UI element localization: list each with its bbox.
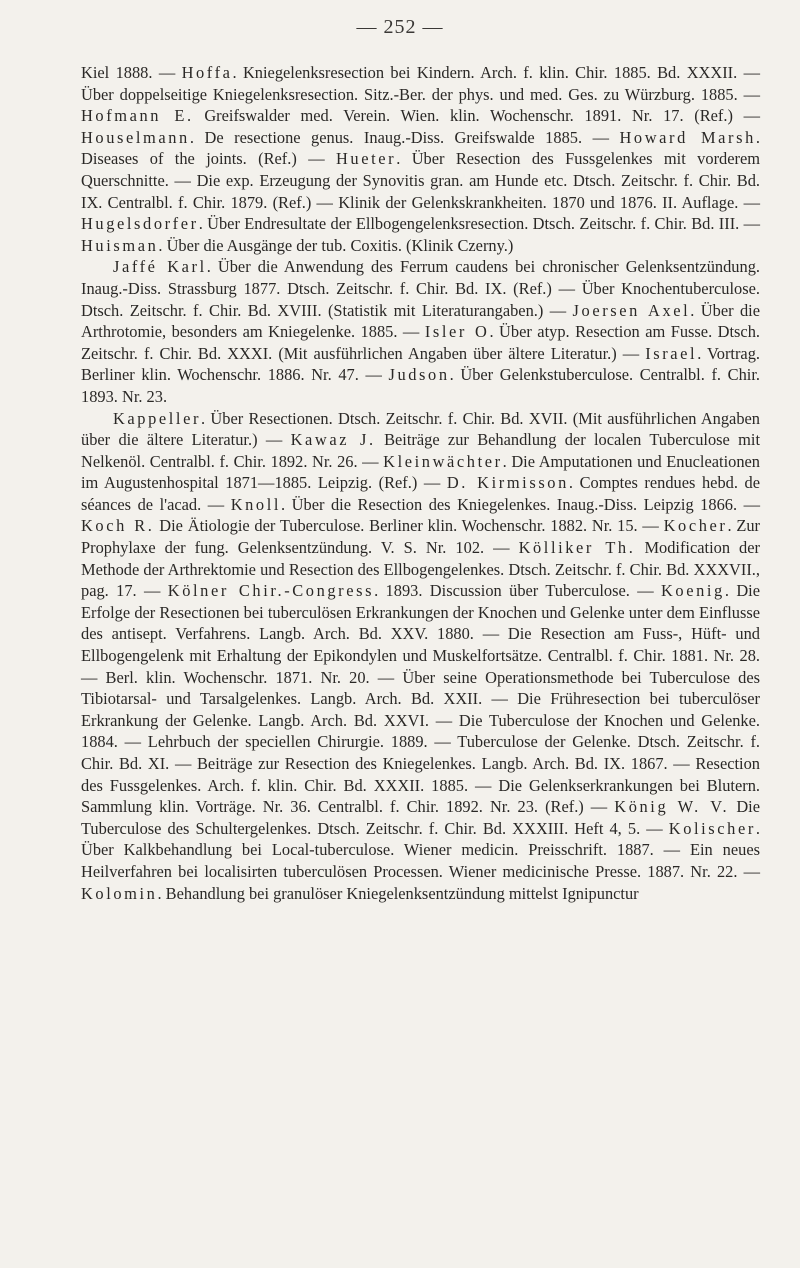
- reference-text: Die Ätiologie der Tuberculose. Berliner klin. Wochenschr. 1882. Nr. 15. —: [154, 516, 664, 536]
- author-name: Kölner Chir.-Congress: [167, 581, 375, 601]
- author-name: Howard Marsh: [619, 127, 756, 147]
- author-name: Hofmann E.: [81, 106, 194, 126]
- reference-text: . Kniegelenksresection bei Kindern. Arch. f. klin. Chir. 1885. Bd. XXXII. — Über doppelseitige Kniegelenksresection. Sitz.-Ber. der phys. und med. Ges. zu Würzburg. 1885. —: [81, 63, 760, 104]
- reference-text: . Über die Anwendung des Ferrum caudens bei chronischer Gelenksentzündung. Inaug.-Diss. Strassburg 1877. Dtsch. Zeitschr. f. Chir. Bd. IX. (Ref.) — Über Knochentuberculose. Dtsch. Zeitschr. f. Chir. Bd. XVIII. (Statistik mit Literaturangaben.) —: [81, 257, 760, 320]
- page-number: — 252 —: [356, 16, 444, 38]
- reference-text: . Diseases of the joints. (Ref.) —: [81, 127, 760, 169]
- author-name: Joersen Axel: [572, 300, 691, 320]
- reference-text: Kiel 1888. —: [81, 63, 182, 82]
- reference-text: . Behandlung bei granulöser Kniegelenksentzündung mittelst Ignipunctur: [157, 883, 639, 903]
- reference-text: . Zur Prophylaxe der fung. Gelenksentzündung. V. S. Nr. 102. —: [81, 516, 760, 558]
- author-name: Knoll: [230, 494, 282, 514]
- author-name: Jaffé Karl: [113, 257, 207, 277]
- bibliography-paragraph: [81, 256, 760, 407]
- reference-text: Greifswalder med. Verein. Wien. klin. Wochenschr. 1891. Nr. 17. (Ref.) —: [193, 106, 760, 126]
- author-name: Kawaz J.: [290, 430, 376, 450]
- reference-text: . De resectione genus. Inaug.-Diss. Greifswalde 1885. —: [189, 127, 620, 147]
- reference-text: . Über Resection des Fussgelenkes mit vorderem Querschnitte. — Die exp. Erzeugung der Synovitis gran. am Hunde etc. Dtsch. Zeitschr. f. Chir. Bd. IX. Centralbl. f. Chir. 1879. (Ref.) — Klinik der Gelenkskrankheiten. 1870 und 1876. II. Auflage. —: [81, 149, 760, 212]
- author-name: Koenig: [661, 581, 725, 601]
- author-name: Kleinwächter: [383, 451, 503, 471]
- reference-text: Die Tuberculose des Schultergelenkes. Dtsch. Zeitschr. f. Chir. Bd. XXXIII. Heft 4, 5. —: [81, 797, 760, 838]
- author-name: Hoffa: [181, 63, 233, 82]
- reference-text: . 1893. Discussion über Tuberculose. —: [374, 581, 661, 601]
- author-name: D. Kirmisson: [446, 473, 569, 493]
- bibliography-paragraph: [81, 62, 760, 256]
- reference-text: Modification der Methode der Arthrektomie und Resection des Ellbogengelenkes. Dtsch. Zeitschr. f. Chir. Bd. XXXVII., pag. 17. —: [81, 538, 760, 601]
- reference-text: . Über atyp. Resection am Fusse. Dtsch. Zeitschr. f. Chir. Bd. XXXI. (Mit ausführlichen Angaben über ältere Literatur.) —: [81, 322, 761, 363]
- reference-text: . Über Resectionen. Dtsch. Zeitschr. f. Chir. Bd. XVII. (Mit ausführlichen Angaben über die ältere Literatur.) —: [81, 408, 760, 450]
- author-name: Huisman: [81, 235, 159, 255]
- reference-text: . Über die Resection des Kniegelenkes. Inaug.-Diss. Leipzig 1866. —: [281, 494, 760, 514]
- author-name: König W. V.: [614, 797, 730, 817]
- author-name: Hueter: [336, 149, 397, 169]
- author-name: Koch R.: [81, 516, 155, 536]
- author-name: Judson: [388, 365, 450, 385]
- reference-text: . Über Endresultate der Ellbogengelenksresection. Dtsch. Zeitschr. f. Chir. Bd. III. —: [198, 214, 760, 234]
- author-name: Kolomin: [81, 883, 158, 903]
- author-name: Kocher: [663, 516, 728, 536]
- bibliography-text: [81, 62, 760, 904]
- author-name: Kolischer: [668, 818, 756, 838]
- author-name: Isler O: [424, 322, 490, 342]
- reference-text: . Über Kalkbehandlung bei Local-tuberculose. Wiener medicin. Preisschrift. 1887. — Ein neues Heilverfahren bei localisirten tuberculösen Processen. Wiener medicinische Presse. 1887. Nr. 22. —: [81, 818, 760, 881]
- reference-text: . Die Erfolge der Resectionen bei tuberculösen Erkrankungen der Knochen und Gelenke unter dem Einflusse des antisept. Verfahrens. Langb. Arch. Bd. XXV. 1880. — Die Resection am Fuss-, Hüft- und Ellbogengelenk mit Erhaltung der Epikondylen und Muskelfortsätze. Centralbl. f. Chir. 1881. Nr. 28. — Berl. klin. Wochenschr. 1871. Nr. 20. — Über seine Operationsmethode bei Tuberculose des Tibiotarsal- und Tarsalgelenkes. Langb. Arch. Bd. XXII. — Die Frühresection bei tuberculöser Erkrankung der Gelenke. Langb. Arch. Bd. XXVI. — Die Tuberculose der Knochen und Gelenke. 1884. — Lehrbuch der speciellen Chirurgie. 1889. — Tuberculose der Gelenke. Dtsch. Zeitschr. f. Chir. Bd. XI. — Beiträge zur Resection des Kniegelenkes. Langb. Arch. Bd. IX. 1867. — Resection des Fussgelenkes. Arch. f. klin. Chir. Bd. XXXII. 1885. — Die Gelenkserkrankungen bei Blutern. Sammlung klin. Vorträge. Nr. 36. Centralbl. f. Chir. 1892. Nr. 23. (Ref.) —: [81, 581, 760, 817]
- bibliography-paragraph: [81, 408, 760, 905]
- author-name: Houselmann: [81, 127, 190, 147]
- reference-text: . Comptes rendues hebd. de séances de l'acad. —: [81, 473, 760, 514]
- reference-text: . Über die Arthrotomie, besonders am Kniegelenke. 1885. —: [81, 300, 760, 342]
- author-name: Kölliker Th.: [518, 538, 636, 558]
- author-name: Israel: [645, 343, 698, 363]
- reference-text: . Über Gelenkstuberculose. Centralbl. f. Chir. 1893. Nr. 23.: [81, 365, 760, 406]
- reference-text: Beiträge zur Behandlung der localen Tuberculose mit Nelkenöl. Centralbl. f. Chir. 1892. Nr. 26. —: [81, 430, 761, 471]
- reference-text: . Die Amputationen und Enucleationen im Augustenhospital 1871—1885. Leipzig. (Ref.) —: [81, 451, 761, 493]
- reference-text: . Vortrag. Berliner klin. Wochenschr. 1886. Nr. 47. —: [81, 343, 760, 385]
- reference-text: . Über die Ausgänge der tub. Coxitis. (Klinik Czerny.): [158, 235, 514, 255]
- author-name: Hugelsdorfer: [81, 214, 199, 234]
- author-name: Kappeller: [113, 408, 202, 428]
